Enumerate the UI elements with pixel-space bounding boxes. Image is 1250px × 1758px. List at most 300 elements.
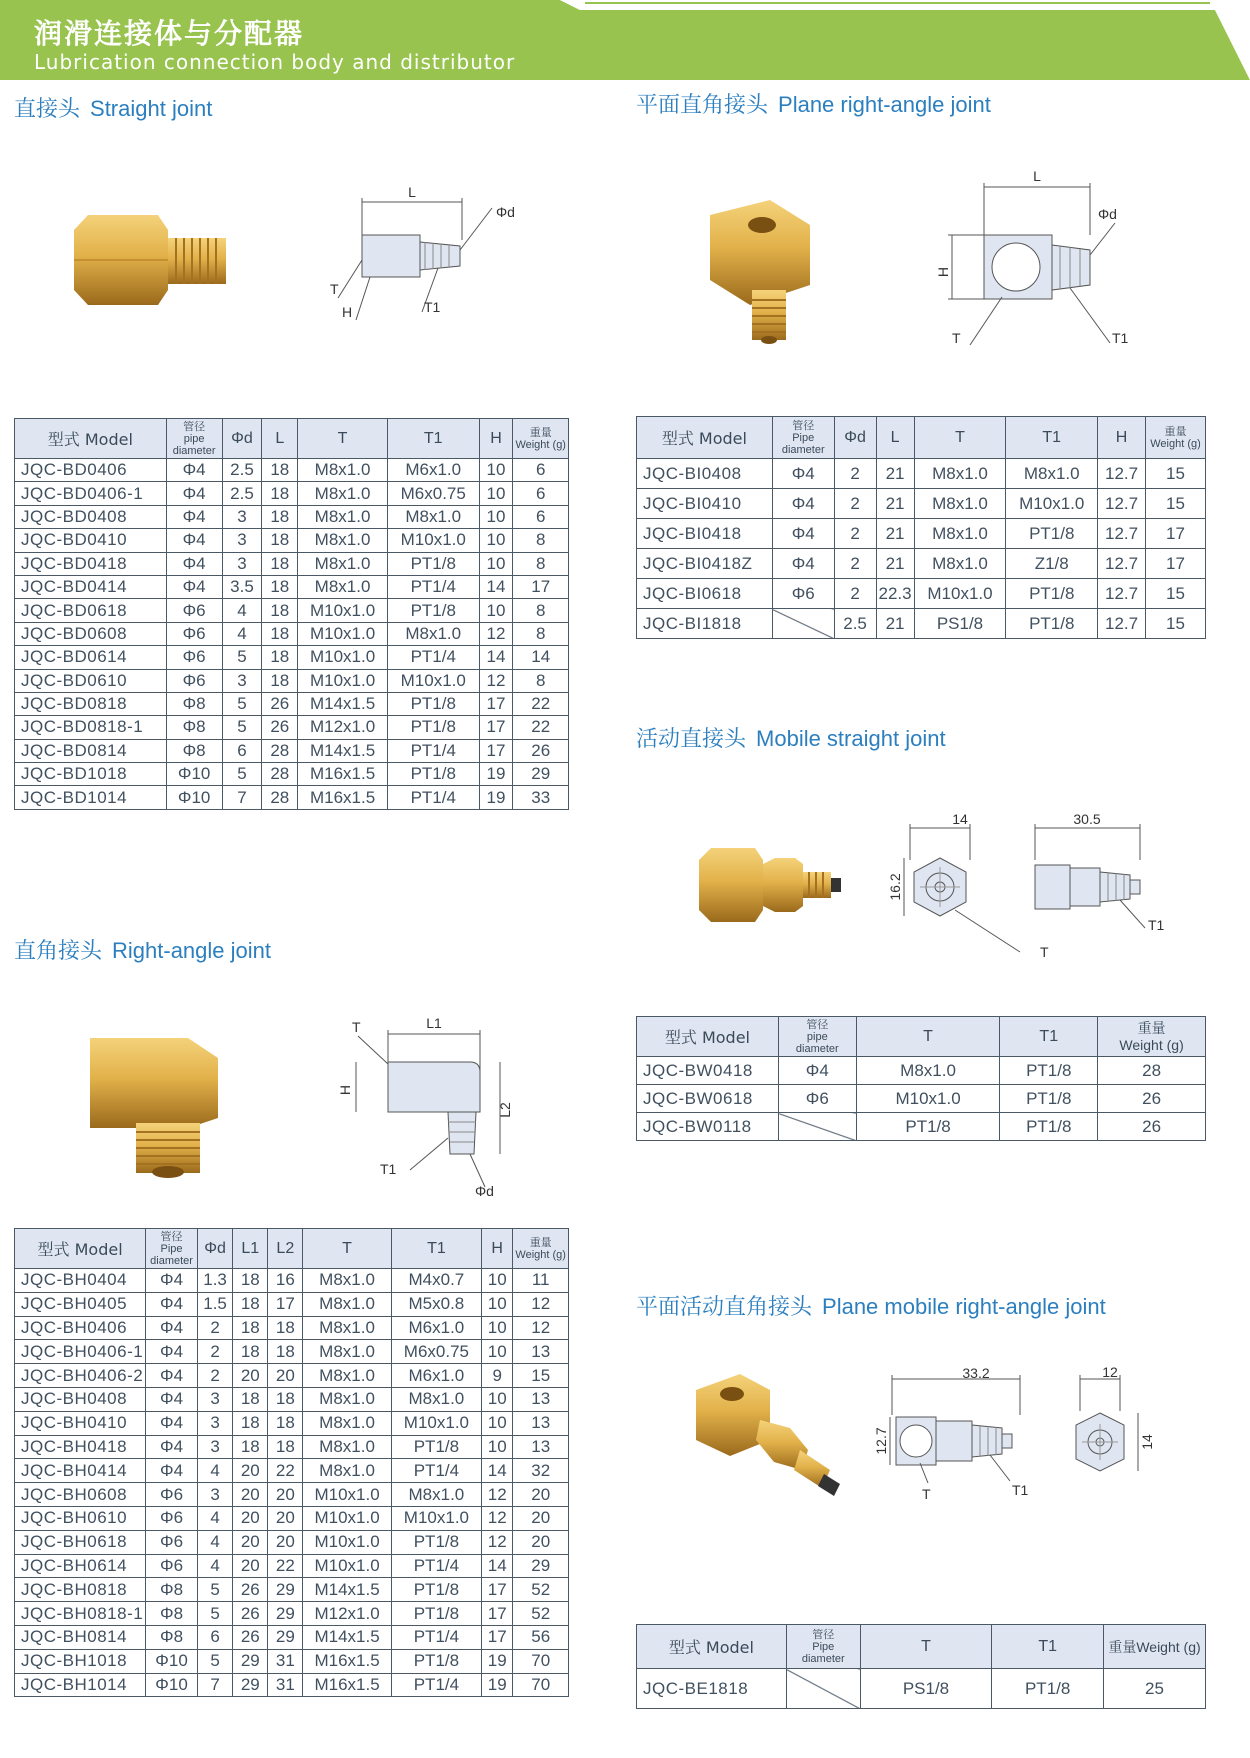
table-cell: 8: [513, 622, 569, 645]
table-cell: Φ4: [772, 549, 834, 579]
table-cell: PT1/8: [992, 1669, 1104, 1709]
dim-L: L: [408, 184, 416, 200]
dim-T1: T1: [1012, 1482, 1029, 1498]
col-weight: 重量 Weight (g): [513, 419, 569, 459]
table-cell: M8x1.0: [303, 1316, 391, 1340]
table-cell: Φ10: [166, 786, 222, 809]
model-cell: JQC-BH0814: [15, 1625, 146, 1649]
table-row: [15, 622, 569, 645]
table-cell: Φ4: [146, 1340, 198, 1364]
table-cell: 16: [268, 1269, 303, 1293]
table-cell: 26: [233, 1602, 268, 1626]
table-cell: M16x1.5: [298, 786, 388, 809]
col-pipe: 管径 pipe diameter: [778, 1017, 856, 1057]
table-row: [15, 1292, 569, 1316]
table-cell: PT1/8: [1000, 1113, 1098, 1141]
model-cell: JQC-BD0608: [15, 622, 167, 645]
table-row: [637, 1669, 1206, 1709]
table-cell: 2.5: [222, 459, 262, 482]
table-cell: 21: [876, 459, 914, 489]
model-cell: JQC-BD0818-1: [15, 716, 167, 739]
table-cell: M6x1.0: [391, 1316, 481, 1340]
model-cell: JQC-BD0818: [15, 692, 167, 715]
model-cell: JQC-BH1018: [15, 1649, 146, 1673]
model-cell: JQC-BD0410: [15, 529, 167, 552]
col-pipe: 管径 pipe diameter: [166, 419, 222, 459]
table-row: [15, 529, 569, 552]
section-title-plane-mobile-right-angle-joint: [636, 1290, 1106, 1321]
model-cell: JQC-BH0408: [15, 1387, 146, 1411]
table-cell: 18: [268, 1387, 303, 1411]
table-row: [637, 459, 1206, 489]
model-cell: JQC-BH0818-1: [15, 1602, 146, 1626]
table-row: [15, 786, 569, 809]
table-cell: 10: [482, 1292, 513, 1316]
table-row: [15, 646, 569, 669]
table-cell: 20: [268, 1506, 303, 1530]
table-cell: 20: [233, 1459, 268, 1483]
table-cell: 12.7: [1098, 489, 1146, 519]
table-cell: PT1/8: [1006, 609, 1098, 639]
table-cell: [786, 1669, 860, 1709]
table-cell: 56: [513, 1625, 569, 1649]
table-cell: Φ6: [772, 579, 834, 609]
table-cell: 1.5: [197, 1292, 232, 1316]
table-cell: Φ4: [166, 529, 222, 552]
col-weight: 重量 Weight (g): [1098, 1017, 1206, 1057]
table-cell: M8x1.0: [298, 482, 388, 505]
table-cell: Φ4: [778, 1057, 856, 1085]
table-cell: 18: [233, 1340, 268, 1364]
table-cell: 21: [876, 519, 914, 549]
table-cell: 12.7: [1098, 579, 1146, 609]
right-angle-joint-drawing: [330, 1012, 560, 1202]
dim-length: 30.5: [1073, 811, 1101, 827]
model-cell: JQC-BD0418: [15, 552, 167, 575]
table-cell: 2: [834, 459, 876, 489]
model-cell: JQC-BH0608: [15, 1483, 146, 1507]
table-row: [15, 1625, 569, 1649]
table-cell: 4: [197, 1530, 232, 1554]
model-cell: JQC-BI0418Z: [637, 549, 773, 579]
table-cell: Φ6: [166, 669, 222, 692]
table-cell: Z1/8: [1006, 549, 1098, 579]
table-cell: 5: [197, 1649, 232, 1673]
table-row: [15, 599, 569, 622]
table-cell: 29: [513, 1554, 569, 1578]
table-cell: 18: [268, 1411, 303, 1435]
model-cell: JQC-BH0405: [15, 1292, 146, 1316]
table-cell: 26: [262, 716, 298, 739]
table-cell: PT1/4: [391, 1625, 481, 1649]
table-cell: 33: [513, 786, 569, 809]
table-cell: 20: [513, 1506, 569, 1530]
section-title-plane-right-angle-joint: [636, 88, 991, 119]
table-cell: M8x1.0: [303, 1387, 391, 1411]
model-cell: JQC-BH0614: [15, 1554, 146, 1578]
table-cell: 17: [479, 692, 513, 715]
table-cell: 20: [233, 1483, 268, 1507]
table-cell: PT1/4: [387, 575, 479, 598]
table-cell: M8x1.0: [391, 1387, 481, 1411]
table-cell: PT1/4: [387, 739, 479, 762]
dim-height-2: 14: [1139, 1434, 1155, 1450]
table-cell: 6: [513, 459, 569, 482]
model-cell: JQC-BD0610: [15, 669, 167, 692]
table-cell: Φ4: [146, 1269, 198, 1293]
dim-d: Φd: [496, 204, 515, 220]
table-cell: 11: [513, 1269, 569, 1293]
table-row: [15, 1316, 569, 1340]
dim-T: T: [352, 1019, 361, 1035]
model-cell: JQC-BW0418: [637, 1057, 779, 1085]
table-cell: 18: [233, 1435, 268, 1459]
col-model: 型式 Model: [637, 417, 773, 459]
table-cell: 2: [834, 579, 876, 609]
plane-right-angle-joint-drawing: [930, 165, 1130, 350]
table-cell: 6: [197, 1625, 232, 1649]
table-cell: PT1/8: [1006, 519, 1098, 549]
model-cell: JQC-BI0418: [637, 519, 773, 549]
table-cell: 5: [197, 1602, 232, 1626]
table-cell: M8x1.0: [391, 1483, 481, 1507]
table-cell: 10: [482, 1316, 513, 1340]
table-cell: PT1/8: [387, 552, 479, 575]
table-cell: M10x1.0: [914, 579, 1006, 609]
table-cell: 14: [513, 646, 569, 669]
table-cell: Φ6: [146, 1506, 198, 1530]
table-cell: M14x1.5: [303, 1625, 391, 1649]
table-cell: 20: [513, 1530, 569, 1554]
table-cell: Φ10: [166, 763, 222, 786]
table-cell: 31: [268, 1649, 303, 1673]
straight-joint-drawing: [300, 180, 530, 340]
table-row: [15, 1411, 569, 1435]
table-cell: 20: [233, 1364, 268, 1388]
table-cell: [772, 609, 834, 639]
col-L: L: [262, 419, 298, 459]
table-cell: 12: [482, 1530, 513, 1554]
col-d: Φd: [834, 417, 876, 459]
dim-T: T: [952, 330, 961, 346]
col-T: T: [860, 1625, 992, 1669]
model-cell: JQC-BH0410: [15, 1411, 146, 1435]
page-subtitle: Lubrication connection body and distributor: [34, 50, 516, 74]
table-cell: Φ4: [166, 482, 222, 505]
table-cell: 10: [482, 1340, 513, 1364]
col-T1: T1: [1000, 1017, 1098, 1057]
table-row: [637, 579, 1206, 609]
table-cell: Φ6: [146, 1483, 198, 1507]
table-cell: 29: [233, 1649, 268, 1673]
table-cell: Φ4: [166, 459, 222, 482]
col-pipe: 管径 Pipe diameter: [786, 1625, 860, 1669]
col-T: T: [303, 1229, 391, 1269]
table-row: [15, 1364, 569, 1388]
table-cell: 28: [262, 739, 298, 762]
table-cell: 20: [268, 1530, 303, 1554]
table-cell: 31: [268, 1673, 303, 1697]
page-title: 润滑连接体与分配器: [34, 17, 305, 50]
table-cell: 13: [513, 1411, 569, 1435]
table-cell: Φ4: [146, 1387, 198, 1411]
dim-T: T: [1040, 944, 1049, 960]
dim-H: H: [342, 304, 353, 320]
table-cell: M4x0.7: [391, 1269, 481, 1293]
dim-T1: T1: [424, 299, 441, 315]
dim-L1: L1: [426, 1015, 442, 1031]
table-row: [637, 549, 1206, 579]
table-cell: 10: [479, 529, 513, 552]
table-cell: M8x1.0: [387, 622, 479, 645]
table-cell: 2: [834, 489, 876, 519]
table-cell: M8x1.0: [914, 519, 1006, 549]
table-cell: Φ4: [166, 552, 222, 575]
table-cell: 18: [233, 1269, 268, 1293]
table-row: [15, 1673, 569, 1697]
table-cell: PT1/8: [391, 1435, 481, 1459]
table-cell: M10x1.0: [387, 529, 479, 552]
col-weight: 重量 Weight (g): [1146, 417, 1206, 459]
model-cell: JQC-BD0614: [15, 646, 167, 669]
model-cell: JQC-BD0814: [15, 739, 167, 762]
mobile-straight-joint-photo: [695, 840, 845, 930]
table-cell: M10x1.0: [856, 1085, 1000, 1113]
table-row: [637, 519, 1206, 549]
table-cell: Φ6: [146, 1554, 198, 1578]
table-cell: 3: [197, 1483, 232, 1507]
col-d: Φd: [197, 1229, 232, 1269]
col-pipe: 管径 Pipe diameter: [772, 417, 834, 459]
col-model: 型式 Model: [637, 1625, 787, 1669]
col-pipe: 管径 Pipe diameter: [146, 1229, 198, 1269]
table-cell: 18: [233, 1292, 268, 1316]
table-cell: 3: [222, 505, 262, 528]
table-cell: 5: [222, 716, 262, 739]
table-cell: 28: [1098, 1057, 1206, 1085]
table-cell: 6: [513, 505, 569, 528]
model-cell: JQC-BH0404: [15, 1269, 146, 1293]
col-T1: T1: [992, 1625, 1104, 1669]
table-cell: Φ4: [146, 1364, 198, 1388]
table-cell: 14: [479, 646, 513, 669]
plane-mobile-right-angle-joint-table: [636, 1624, 1206, 1709]
table-row: [15, 692, 569, 715]
table-cell: M14x1.5: [303, 1578, 391, 1602]
dim-d: Φd: [475, 1183, 494, 1199]
model-cell: JQC-BW0118: [637, 1113, 779, 1141]
model-cell: JQC-BD0408: [15, 505, 167, 528]
table-cell: 20: [233, 1554, 268, 1578]
table-cell: PS1/8: [860, 1669, 992, 1709]
table-row: [637, 1057, 1206, 1085]
table-cell: M14x1.5: [298, 692, 388, 715]
model-cell: JQC-BD0414: [15, 575, 167, 598]
dim-H: H: [935, 266, 951, 278]
model-cell: JQC-BD0618: [15, 599, 167, 622]
table-cell: PT1/8: [391, 1649, 481, 1673]
table-cell: 14: [482, 1554, 513, 1578]
table-cell: M16x1.5: [303, 1649, 391, 1673]
table-cell: Φ8: [166, 716, 222, 739]
col-L1: L1: [233, 1229, 268, 1269]
table-cell: 3: [197, 1411, 232, 1435]
model-cell: JQC-BI0618: [637, 579, 773, 609]
table-cell: M8x1.0: [303, 1364, 391, 1388]
table-cell: PT1/4: [387, 786, 479, 809]
table-row: [15, 459, 569, 482]
table-cell: PT1/4: [391, 1459, 481, 1483]
table-cell: M10x1.0: [303, 1483, 391, 1507]
title-en: Plane right-angle joint: [778, 92, 991, 117]
table-cell: 52: [513, 1602, 569, 1626]
table-row: [15, 669, 569, 692]
table-cell: 15: [1146, 579, 1206, 609]
table-cell: 18: [262, 622, 298, 645]
table-cell: 29: [233, 1673, 268, 1697]
table-cell: 8: [513, 529, 569, 552]
table-cell: 17: [513, 575, 569, 598]
table-cell: M10x1.0: [391, 1506, 481, 1530]
table-row: [637, 489, 1206, 519]
table-row: [15, 1387, 569, 1411]
table-cell: Φ4: [146, 1435, 198, 1459]
table-cell: 20: [513, 1483, 569, 1507]
table-cell: M8x1.0: [303, 1292, 391, 1316]
table-cell: M8x1.0: [303, 1435, 391, 1459]
table-cell: 3.5: [222, 575, 262, 598]
table-cell: PT1/8: [387, 692, 479, 715]
right-angle-joint-photo: [88, 1028, 238, 1178]
table-cell: 2: [197, 1340, 232, 1364]
table-cell: PT1/4: [391, 1673, 481, 1697]
dim-height: 12.7: [873, 1427, 889, 1455]
table-cell: M6x0.75: [387, 482, 479, 505]
table-cell: 15: [1146, 459, 1206, 489]
table-cell: 17: [482, 1625, 513, 1649]
table-cell: Φ10: [146, 1673, 198, 1697]
table-cell: 12: [513, 1316, 569, 1340]
table-cell: M10x1.0: [298, 646, 388, 669]
mobile-straight-joint-table: [636, 1016, 1206, 1141]
table-cell: 28: [262, 786, 298, 809]
table-cell: 18: [268, 1435, 303, 1459]
table-cell: 10: [482, 1411, 513, 1435]
table-cell: Φ4: [146, 1411, 198, 1435]
col-T: T: [856, 1017, 1000, 1057]
table-cell: M16x1.5: [303, 1673, 391, 1697]
table-row: [15, 739, 569, 762]
col-model: 型式 Model: [637, 1017, 779, 1057]
table-cell: M8x1.0: [856, 1057, 1000, 1085]
table-cell: 10: [479, 482, 513, 505]
plane-right-angle-joint-photo: [700, 195, 830, 345]
table-row: [15, 1269, 569, 1293]
straight-joint-table: [14, 418, 569, 810]
table-cell: PT1/8: [391, 1578, 481, 1602]
table-cell: 18: [233, 1387, 268, 1411]
table-cell: 18: [233, 1316, 268, 1340]
model-cell: JQC-BH0618: [15, 1530, 146, 1554]
table-cell: [778, 1113, 856, 1141]
table-row: [15, 482, 569, 505]
table-cell: Φ4: [146, 1292, 198, 1316]
table-row: [15, 552, 569, 575]
table-cell: Φ4: [772, 459, 834, 489]
table-cell: M8x1.0: [298, 552, 388, 575]
table-row: [15, 505, 569, 528]
table-cell: 4: [222, 599, 262, 622]
title-en: Plane mobile right-angle joint: [822, 1294, 1106, 1319]
table-cell: 26: [1098, 1085, 1206, 1113]
plane-mobile-right-angle-joint-photo: [690, 1370, 850, 1500]
table-cell: Φ4: [146, 1459, 198, 1483]
col-L2: L2: [268, 1229, 303, 1269]
model-cell: JQC-BH0418: [15, 1435, 146, 1459]
model-cell: JQC-BE1818: [637, 1669, 787, 1709]
table-cell: M10x1.0: [303, 1530, 391, 1554]
table-cell: PT1/8: [1000, 1085, 1098, 1113]
table-cell: PT1/8: [387, 763, 479, 786]
table-cell: 2: [834, 519, 876, 549]
table-cell: 14: [479, 575, 513, 598]
table-cell: 20: [268, 1483, 303, 1507]
table-cell: 52: [513, 1578, 569, 1602]
table-cell: 19: [479, 763, 513, 786]
table-cell: PT1/8: [387, 599, 479, 622]
table-cell: 28: [262, 763, 298, 786]
table-cell: Φ6: [166, 646, 222, 669]
table-cell: M10x1.0: [1006, 489, 1098, 519]
col-H: H: [479, 419, 513, 459]
table-row: [15, 1554, 569, 1578]
table-cell: 13: [513, 1340, 569, 1364]
table-row: [637, 609, 1206, 639]
table-cell: PT1/8: [856, 1113, 1000, 1141]
table-cell: 12.7: [1098, 459, 1146, 489]
title-zh: 直接头: [14, 97, 81, 122]
table-cell: 4: [197, 1506, 232, 1530]
table-cell: PT1/8: [391, 1602, 481, 1626]
model-cell: JQC-BD0406: [15, 459, 167, 482]
table-cell: 12: [482, 1483, 513, 1507]
table-cell: Φ4: [146, 1316, 198, 1340]
table-cell: 3: [222, 552, 262, 575]
model-cell: JQC-BD1018: [15, 763, 167, 786]
col-weight: 重量Weight (g): [1104, 1625, 1206, 1669]
table-cell: 29: [268, 1602, 303, 1626]
title-zh: 平面直角接头: [636, 93, 769, 118]
section-title-straight-joint: [14, 92, 212, 123]
table-cell: M8x1.0: [298, 529, 388, 552]
table-cell: 29: [513, 763, 569, 786]
table-cell: 10: [482, 1269, 513, 1293]
table-cell: 6: [513, 482, 569, 505]
table-cell: 6: [222, 739, 262, 762]
header-banner: [0, 0, 1250, 80]
col-L: L: [876, 417, 914, 459]
table-cell: 26: [233, 1578, 268, 1602]
table-cell: 20: [268, 1364, 303, 1388]
table-cell: M10x1.0: [391, 1411, 481, 1435]
dim-L2: L2: [497, 1102, 513, 1118]
plane-right-angle-joint-table: [636, 416, 1206, 639]
table-cell: 18: [233, 1411, 268, 1435]
table-cell: 12: [479, 669, 513, 692]
model-cell: JQC-BH0818: [15, 1578, 146, 1602]
table-cell: 2.5: [222, 482, 262, 505]
table-cell: PT1/8: [1006, 579, 1098, 609]
